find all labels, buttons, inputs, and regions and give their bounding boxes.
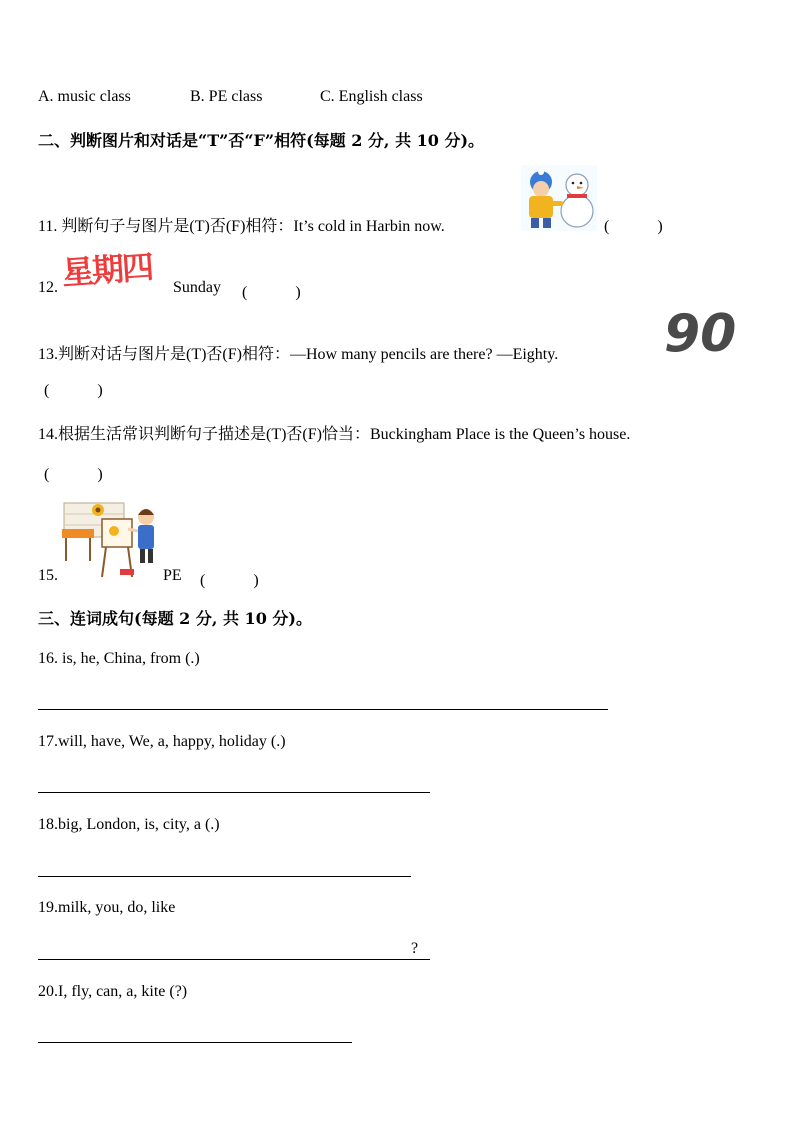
q17-answer-line[interactable]: [38, 792, 430, 793]
weekday-stamp: 星期四: [60, 247, 154, 293]
q20-answer-line[interactable]: [38, 1042, 352, 1043]
q19-text: 19.milk, you, do, like: [38, 899, 176, 916]
q19-answer-line[interactable]: [38, 959, 430, 960]
q16-text: 16. is, he, China, from (.): [38, 650, 200, 667]
q16-answer-line[interactable]: [38, 709, 608, 710]
q11-text: 11. 判断句子与图片是(T)否(F)相符：It’s cold in Harbin now.: [38, 218, 445, 235]
q15-number: 15.: [38, 567, 58, 584]
q18-answer-line[interactable]: [38, 876, 411, 877]
section-2-heading: 二、判断图片和对话是“T”否“F”相符(每题 2 分, 共 10 分)。: [38, 131, 485, 150]
q17-text: 17.will, have, We, a, happy, holiday (.): [38, 733, 286, 750]
q18-text: 18.big, London, is, city, a (.): [38, 816, 220, 833]
q15-answer-paren[interactable]: ( ): [200, 572, 259, 589]
q12-answer-paren[interactable]: ( ): [242, 284, 301, 301]
q14-text: 14.根据生活常识判断句子描述是(T)否(F)恰当：Buckingham Place is the Queen’s house.: [38, 426, 631, 443]
q20-text: 20.I, fly, can, a, kite (?): [38, 983, 188, 1000]
option-c: C. English class: [320, 88, 423, 105]
section-3-heading: 三、连词成句(每题 2 分, 共 10 分)。: [38, 609, 312, 628]
option-b: B. PE class: [190, 88, 263, 105]
boy-and-snowman-icon: [521, 165, 597, 231]
q19-question-mark: ?: [411, 940, 419, 957]
q15-text: PE: [163, 567, 182, 584]
number-ninety-icon: 90: [664, 304, 737, 364]
q12-number: 12.: [38, 279, 58, 296]
option-a: A. music class: [38, 88, 131, 105]
q13-text: 13.判断对话与图片是(T)否(F)相符：—How many pencils are there? —Eighty.: [38, 346, 559, 363]
q13-answer-paren[interactable]: ( ): [44, 382, 103, 399]
q14-answer-paren[interactable]: ( ): [44, 466, 103, 483]
q12-text: Sunday: [173, 279, 221, 296]
q11-answer-paren[interactable]: ( ): [604, 218, 663, 235]
painting-boy-icon: [60, 497, 160, 583]
